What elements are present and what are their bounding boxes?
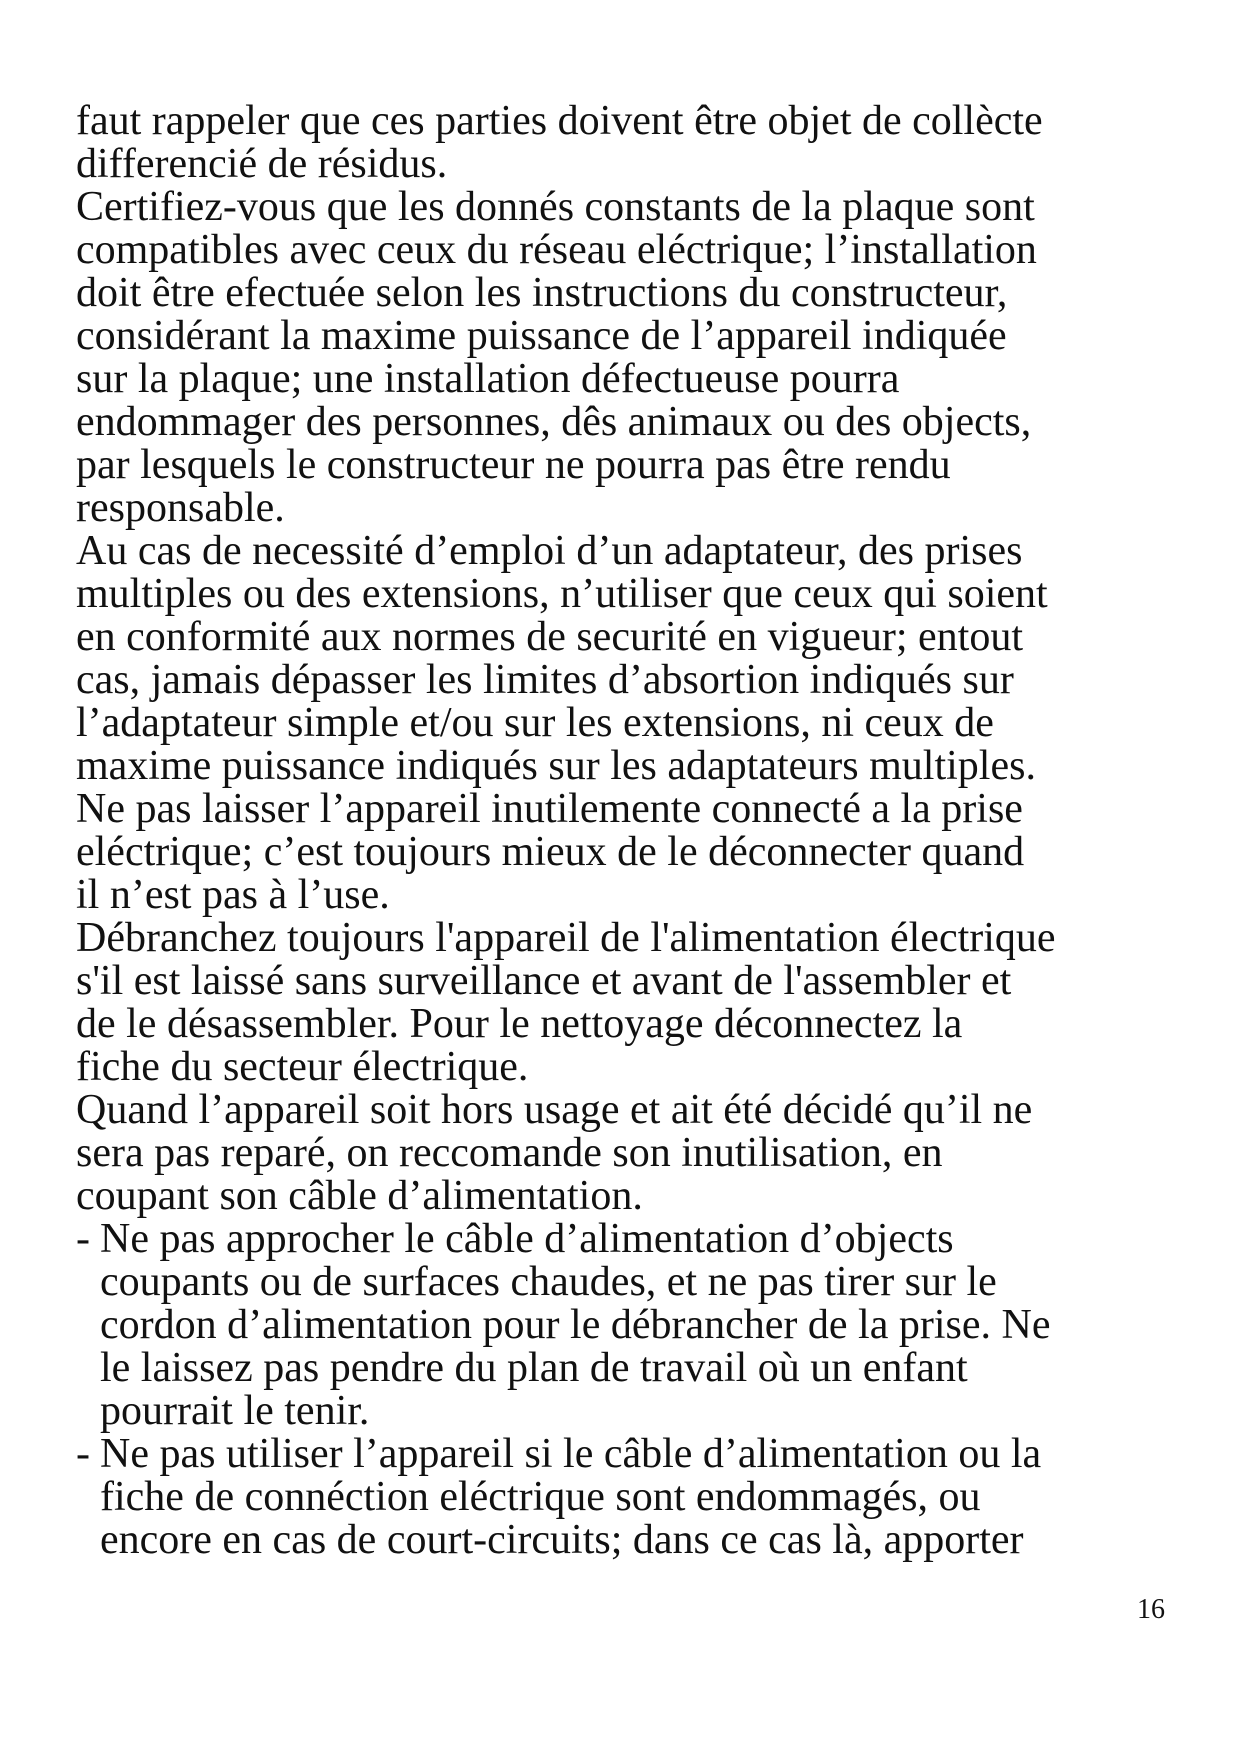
bullet-line: le laissez pas pendre du plan de travail où un enfant (100, 1345, 968, 1391)
text-line: endommager des personnes, dês animaux ou des objects, (76, 399, 1032, 445)
text-line: doit être efectuée selon les instructions du constructeur, (76, 270, 1008, 316)
text-line: Ne pas laisser l’appareil inutilemente connecté a la prise (76, 786, 1023, 832)
bullet-line: coupants ou de surfaces chaudes, et ne pas tirer sur le (100, 1259, 997, 1305)
text-line: multiples ou des extensions, n’utiliser que ceux qui soient (76, 571, 1048, 617)
text-line: de le désassembler. Pour le nettoyage déconnectez la (76, 1001, 963, 1047)
bullet-line: Ne pas approcher le câble d’alimentation d’objects (100, 1216, 954, 1262)
page-number: 16 (1137, 1594, 1165, 1625)
text-line: s'il est laissé sans surveillance et avant de l'assembler et (76, 958, 1012, 1004)
text-line: Débranchez toujours l'appareil de l'alimentation électrique (76, 915, 1056, 961)
text-line: Quand l’appareil soit hors usage et ait été décidé qu’il ne (76, 1087, 1033, 1133)
bullet-dash: - (76, 1216, 90, 1262)
text-line: sera pas reparé, on reccomande son inutilisation, en (76, 1130, 943, 1176)
text-line: Au cas de necessité d’emploi d’un adaptateur, des prises (76, 528, 1023, 574)
text-line: en conformité aux normes de securité en vigueur; entout (76, 614, 1024, 660)
text-line: l’adaptateur simple et/ou sur les extensions, ni ceux de (76, 700, 994, 746)
text-line: faut rappeler que ces parties doivent être objet de collècte (76, 98, 1043, 144)
text-line: fiche du secteur électrique. (76, 1044, 529, 1090)
text-line: responsable. (76, 485, 285, 531)
bullet-line: pourrait le tenir. (100, 1388, 370, 1434)
bullet-line: cordon d’alimentation pour le débrancher de la prise. Ne (100, 1302, 1051, 1348)
text-line: il n’est pas à l’use. (76, 872, 390, 918)
bullet-line: Ne pas utiliser l’appareil si le câble d’alimentation ou la (100, 1431, 1042, 1477)
text-line: compatibles avec ceux du réseau eléctrique; l’installation (76, 227, 1037, 273)
bullet-dash: - (76, 1431, 90, 1477)
text-line: Certifiez-vous que les donnés constants de la plaque sont (76, 184, 1035, 230)
bullet-line: encore en cas de court-circuits; dans ce cas là, apporter (100, 1517, 1024, 1563)
text-line: differencié de résidus. (76, 141, 448, 187)
bullet-line: fiche de connéction eléctrique sont endommagés, ou (100, 1474, 981, 1520)
text-line: par lesquels le constructeur ne pourra pas être rendu (76, 442, 951, 488)
text-line: coupant son câble d’alimentation. (76, 1173, 643, 1219)
text-line: cas, jamais dépasser les limites d’absortion indiqués sur (76, 657, 1014, 703)
text-line: considérant la maxime puissance de l’appareil indiquée (76, 313, 1007, 359)
text-line: maxime puissance indiqués sur les adaptateurs multiples. (76, 743, 1036, 789)
text-line: eléctrique; c’est toujours mieux de le déconnecter quand (76, 829, 1025, 875)
text-line: sur la plaque; une installation défectueuse pourra (76, 356, 900, 402)
